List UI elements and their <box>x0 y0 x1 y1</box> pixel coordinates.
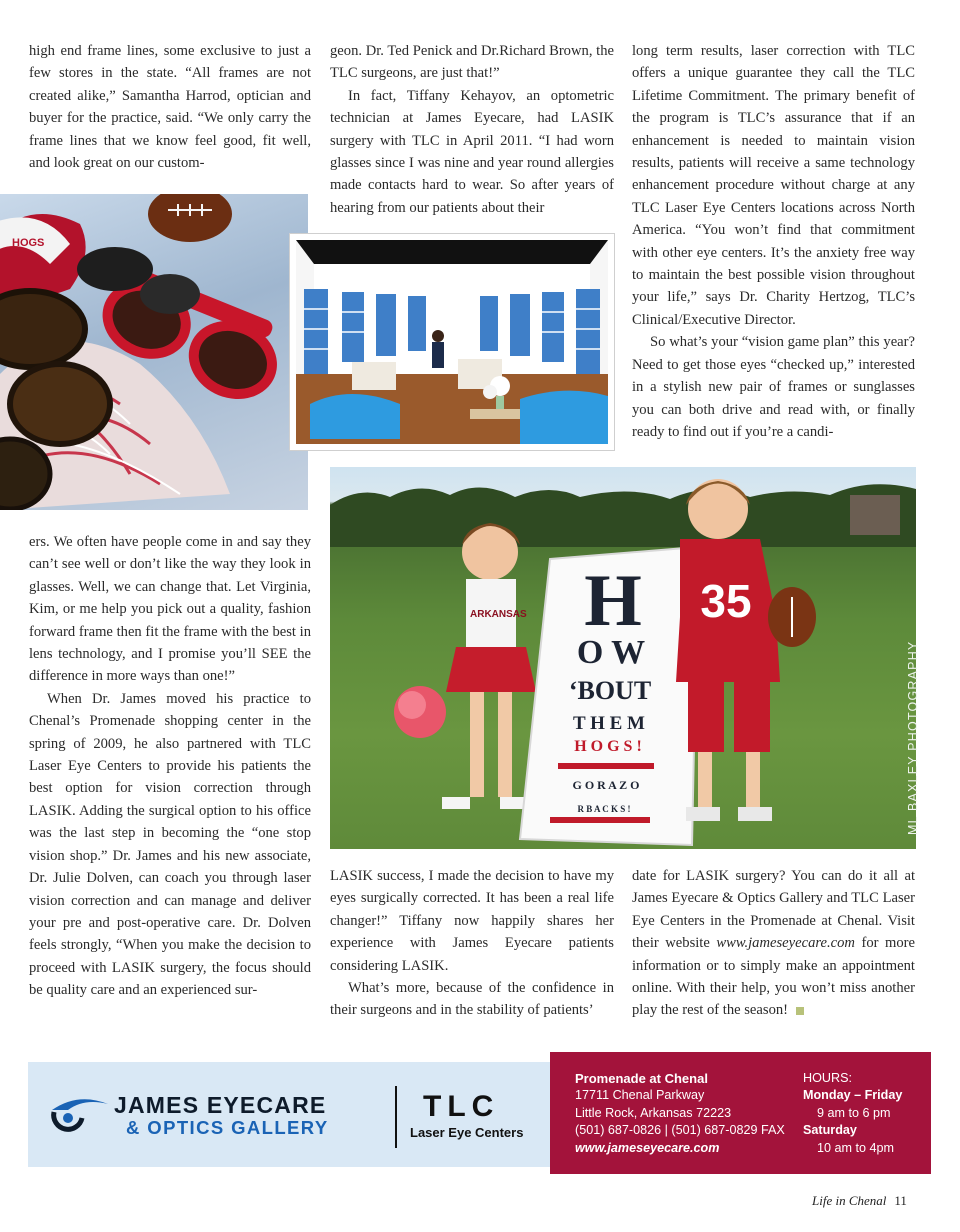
page-footer <box>812 1193 907 1209</box>
tlc-logo-subtitle: Laser Eye Centers <box>410 1125 524 1140</box>
magazine-name: Life in Chenal <box>812 1193 887 1208</box>
end-mark-icon <box>796 1007 804 1015</box>
address-block <box>575 1070 785 1157</box>
store-interior-photo <box>290 234 614 450</box>
eye-chart-line-2: O W <box>576 634 646 671</box>
article-column-3-bottom <box>632 865 915 1022</box>
weekday-label: Monday – Friday <box>803 1088 903 1103</box>
article-column-1-bottom <box>29 531 311 1002</box>
hours-block <box>803 1070 902 1157</box>
tlc-logo: TLC <box>423 1090 500 1123</box>
weekday-hours: 9 am to 6 pm <box>817 1105 891 1120</box>
photo-credit <box>884 640 920 840</box>
article-paragraph: What’s more, because of the confidence in their surgeons and in the stability of patients’ <box>330 980 614 1019</box>
article-paragraph: geon. Dr. Ted Penick and Dr.Richard Brown, the TLC surgeons, are just that!” <box>330 43 614 82</box>
eye-chart-line-5: H O G S ! <box>574 738 642 755</box>
ad-website-link[interactable]: www.jameseyecare.com <box>575 1140 720 1155</box>
article-column-2-top <box>330 40 614 219</box>
sunglasses-helmet-photo <box>0 194 308 510</box>
kids-eye-chart-photo <box>330 467 916 849</box>
article-paragraph: long term results, laser correction with TLC offers a unique guarantee they call the TLC Lifetime Commitment. The primary benefit of the program is TLC’s assurance that if an enhancement is needed to maintain vision results, patients will receive a same technology enhancement procedure without charge at any TLC Laser Eye Centers locations across North America. “You won’t find that commitment with other eye centers. It’s the anxiety free way to maintain the best possible vision throughout your life,” says Dr. Charity Hertzog, TLC’s Clinical/Executive Director. <box>632 43 915 328</box>
james-eyecare-eye-icon <box>48 1096 110 1136</box>
jersey-number: 35 <box>700 575 752 627</box>
article-column-3-top <box>632 40 915 443</box>
eye-chart-line-1: H <box>584 560 642 642</box>
eye-chart-line-7: R B A C K S ! <box>577 804 631 814</box>
article-paragraph: When Dr. James moved his practice to Chenal’s Promenade shopping center in the spring of 2009, he also partnered with TLC Laser Eye Centers to provide his patients the best option for vision correction through LASIK. Adding the surgical option to his office was the last step in becoming the “one stop vision shop.” Dr. James and his new associate, Dr. Julie Dolven, can coach you through laser vision correction and can manage and deliver your pre and post-operative care. Dr. Dolven feels strongly, “When you make the decision to proceed with LASIK surgery, the focus should be quality care and an experienced sur- <box>29 690 311 999</box>
article-column-1-top <box>29 40 311 174</box>
ad-contact-panel <box>550 1052 931 1174</box>
james-eyecare-logo-text: JAMES EYECARE <box>114 1092 327 1118</box>
article-paragraph: So what’s your “vision game plan” this year? Need to get those eyes “checked up,” interested in a stylish new pair of frames or sunglasses you can both drive and read with, or finally ready to find out if you’re a candi- <box>632 334 915 440</box>
helmet-text: HOGS <box>12 237 45 249</box>
photo-credit-text: ML BAXLEY PHOTOGRAPHY <box>906 640 920 835</box>
saturday-label: Saturday <box>803 1123 857 1138</box>
cheer-shirt-text: ARKANSAS <box>470 609 527 620</box>
article-paragraph: In fact, Tiffany Kehayov, an optometric technician at James Eyecare, had LASIK surgery with TLC in April 2011. “I had worn glasses since I was nine and year round allergies made contacts hard to wear. So after years of hearing from our patients about their <box>330 87 614 216</box>
article-column-2-bottom <box>330 865 614 1022</box>
article-paragraph <box>632 865 915 1022</box>
saturday-hours: 10 am to 4pm <box>817 1140 895 1155</box>
eye-chart-line-4: T H E M <box>573 713 645 734</box>
eye-chart-line-6: G O R A Z O <box>572 778 640 792</box>
article-paragraph: high end frame lines, some exclusive to just a few stores in the state. “All frames are not created alike,” Samantha Harrod, optician and buyer for the practice, said. “We only carry the frame lines that we know feel good, fit well, and look great on our custom- <box>29 43 311 172</box>
article-text: date for LASIK surgery? You can do it all at James Eyecare & Optics Gallery and TLC Laser Eye Centers in the Promenade at Chenal. Visit their website <box>632 868 915 952</box>
page-number: 11 <box>894 1193 907 1208</box>
article-paragraph: LASIK success, I made the decision to have my eyes surgically corrected. It has been a real life changer!” Tiffany now happily shares her experience with James Eyecare patients considering LASIK. <box>330 868 614 974</box>
eye-chart-line-3: ‘BOUT <box>568 676 652 705</box>
article-text: for more information or to simply make an appointment online. With their help, you won’t miss another play the rest of the season! <box>632 935 915 1019</box>
logo-divider <box>395 1086 397 1148</box>
hours-label: HOURS: <box>803 1071 852 1085</box>
city-state-zip: Little Rock, Arkansas 72223 <box>575 1105 732 1120</box>
location-name: Promenade at Chenal <box>575 1071 708 1086</box>
street-address: 17711 Chenal Parkway <box>575 1088 705 1103</box>
website-link[interactable]: www.jameseyecare.com <box>716 935 855 952</box>
phone-numbers: (501) 687-0826 | (501) 687-0829 FAX <box>575 1123 785 1138</box>
article-paragraph: ers. We often have people come in and say they can’t see well or don’t like the way they look in glasses. Well, we can change that. Let Virginia, Kim, or me help you pick out a quality, fashion forward frame then fit the frame with the best in lens technology, and I promise you’ll SEE the difference in more ways than one!” <box>29 534 311 685</box>
ad-logo-panel <box>28 1062 550 1167</box>
optics-gallery-logo-text: & OPTICS GALLERY <box>126 1117 329 1138</box>
